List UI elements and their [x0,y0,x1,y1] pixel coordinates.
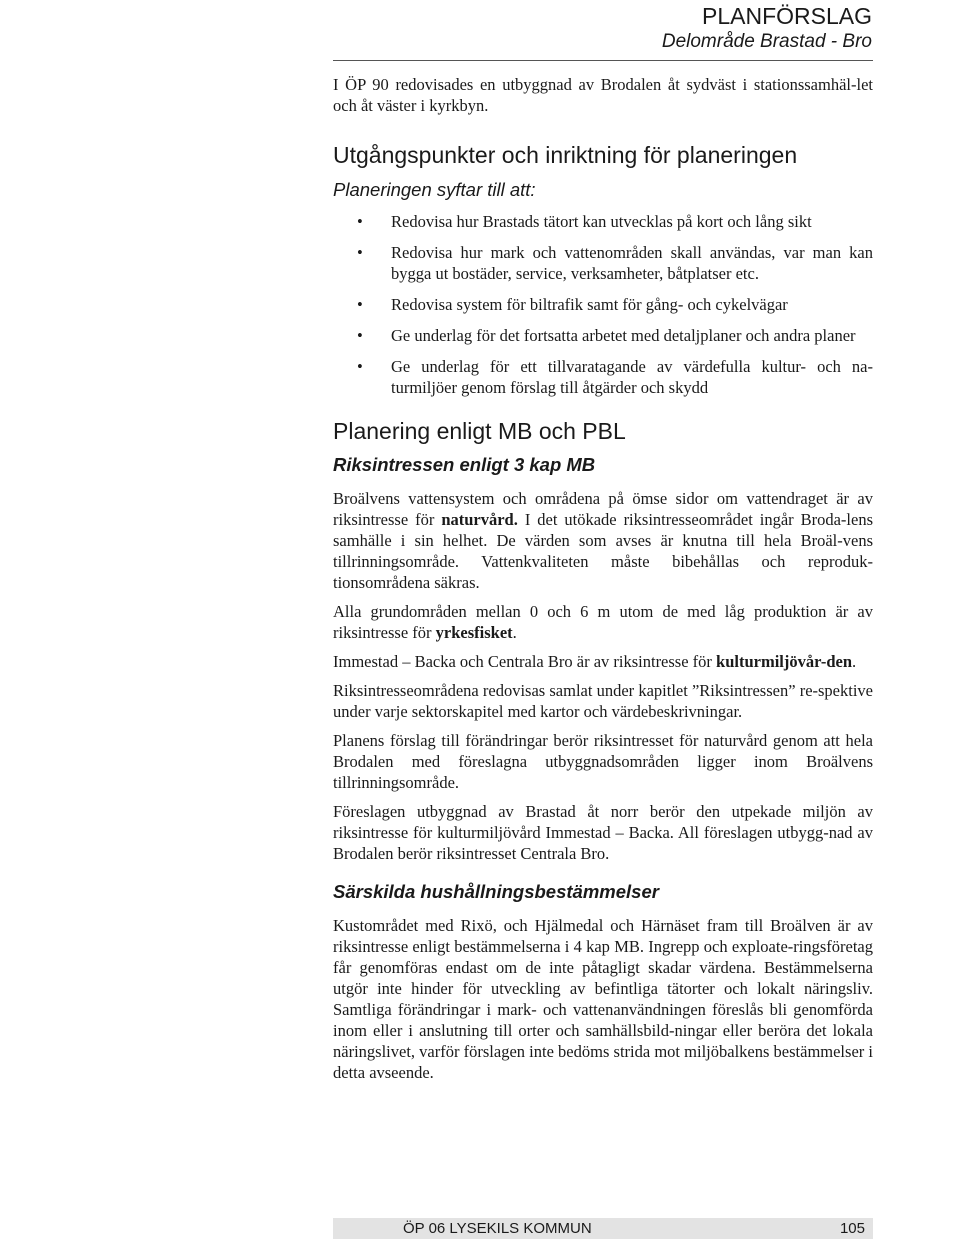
paragraph-kulturmiljovarden [333,651,873,672]
section-heading-mb-pbl: Planering enligt MB och PBL [333,418,626,444]
list-item [333,211,873,232]
section-subheading-riksintressen: Riksintressen enligt 3 kap MB [333,454,596,475]
purpose-list [333,211,873,398]
section-heading-utgangspunkter: Utgångspunkter och inriktning för planeringen [333,142,798,168]
list-item [333,242,873,284]
text-run: . [852,652,857,671]
text-run: Broälvens vattensystem och områdena på ömse sidor om vattendraget är av riksintresse för [333,489,873,529]
list-item [333,356,873,398]
paragraph-riksintresseomraden: Riksintresseområdena redovisas samlat under kapitlet ”Riksintressen” re-spektive under varje sektorskapitel med kartor och värdebeskrivningar. [333,681,873,721]
emphasis-naturvard: naturvård. [441,510,518,529]
text-run: Alla grundområden mellan 0 och 6 m utom de med låg produktion är av riksintresse för [333,602,873,642]
list-item-text: Redovisa hur Brastads tätort kan utvecklas på kort och lång sikt [391,212,812,231]
text-run: . [512,623,517,642]
paragraph-naturvard [333,488,873,593]
list-item [333,294,873,315]
bullet-icon: • [357,326,363,345]
text-run: Immestad – Backa och Centrala Bro är av riksintresse för [333,652,717,671]
emphasis-kulturmiljovarden: kulturmiljövår-den [716,652,853,671]
list-item-text: Ge underlag för ett tillvaratagande av värdefulla kultur- och na-turmiljöer genom förslag till åtgärder och skydd [391,357,873,397]
text-run: I det utökade riksintresseområdet ingår Broda-lens samhälle i sin helhet. De värden som avses är knutna till hela Broäl-vens tillrinningsområde. Vattenkvaliteten måste bibehållas och reproduk-tionsområdena säkras. [333,510,873,592]
section-subheading-syftar: Planeringen syftar till att: [333,179,536,200]
header-divider [333,60,873,61]
list-item-text: Redovisa system för biltrafik samt för gång- och cykelvägar [391,295,788,314]
bullet-icon: • [357,212,363,231]
paragraph-kustomradet: Kustområdet med Rixö, och Hjälmedal och Härnäset fram till Broälven är av riksintresse enligt bestämmelserna i 4 kap MB. Ingrepp och exploate-ringsföretag får genomföras endast om de inte påtagligt skadar värdena. Bestämmelserna utgör inte hinder för utveckling av befintliga tätorter och lokalt näringsliv. Samtliga förändringar i mark- och vattenanvändningen föreslås bli genomförda inom eller i anslutning till orter och samhällsbild-ningar eller beröra det lokala näringslivet, varför förslagen inte bedöms strida mot miljöbalkens bestämmelser i detta avseende. [333,916,873,1082]
paragraph-yrkesfisket [333,601,873,643]
header-subtitle: Delområde Brastad - Bro [661,31,872,52]
emphasis-yrkesfisket: yrkesfisket [435,623,513,642]
page-header [662,2,872,54]
list-item [333,325,873,346]
intro-paragraph: I ÖP 90 redovisades en utbyggnad av Brodalen åt sydväst i stationssamhäl-let och åt väster i kyrkbyn. [333,75,873,115]
list-item-text: Redovisa hur mark och vattenområden skall användas, var man kan bygga ut bostäder, service, verksamheter, båtplatser etc. [391,243,873,283]
list-item-text: Ge underlag för det fortsatta arbetet med detaljplaner och andra planer [391,326,856,345]
bullet-icon: • [357,295,363,314]
section-heading-hushallning: Särskilda hushållningsbestämmelser [333,881,659,902]
page-number: 105 [839,1220,865,1237]
main-content [333,74,873,1083]
footer-publication: ÖP 06 LYSEKILS KOMMUN [403,1220,592,1237]
header-title: PLANFÖRSLAG [702,3,872,29]
bullet-icon: • [357,243,363,262]
page-footer [333,1218,873,1239]
bullet-icon: • [357,357,363,376]
paragraph-foreslagen-utbyggnad: Föreslagen utbyggnad av Brastad åt norr berör den utpekade miljön av riksintresse för kulturmiljövård Immestad – Backa. All föreslagen utbygg-nad av Brodalen berör riksintresset Centrala Bro. [333,802,873,863]
paragraph-planens-forslag: Planens förslag till förändringar berör riksintresset för naturvård genom att hela Brodalen med föreslagna utbyggnadsområden ligger inom Broälvens tillrinningsområde. [333,731,873,792]
